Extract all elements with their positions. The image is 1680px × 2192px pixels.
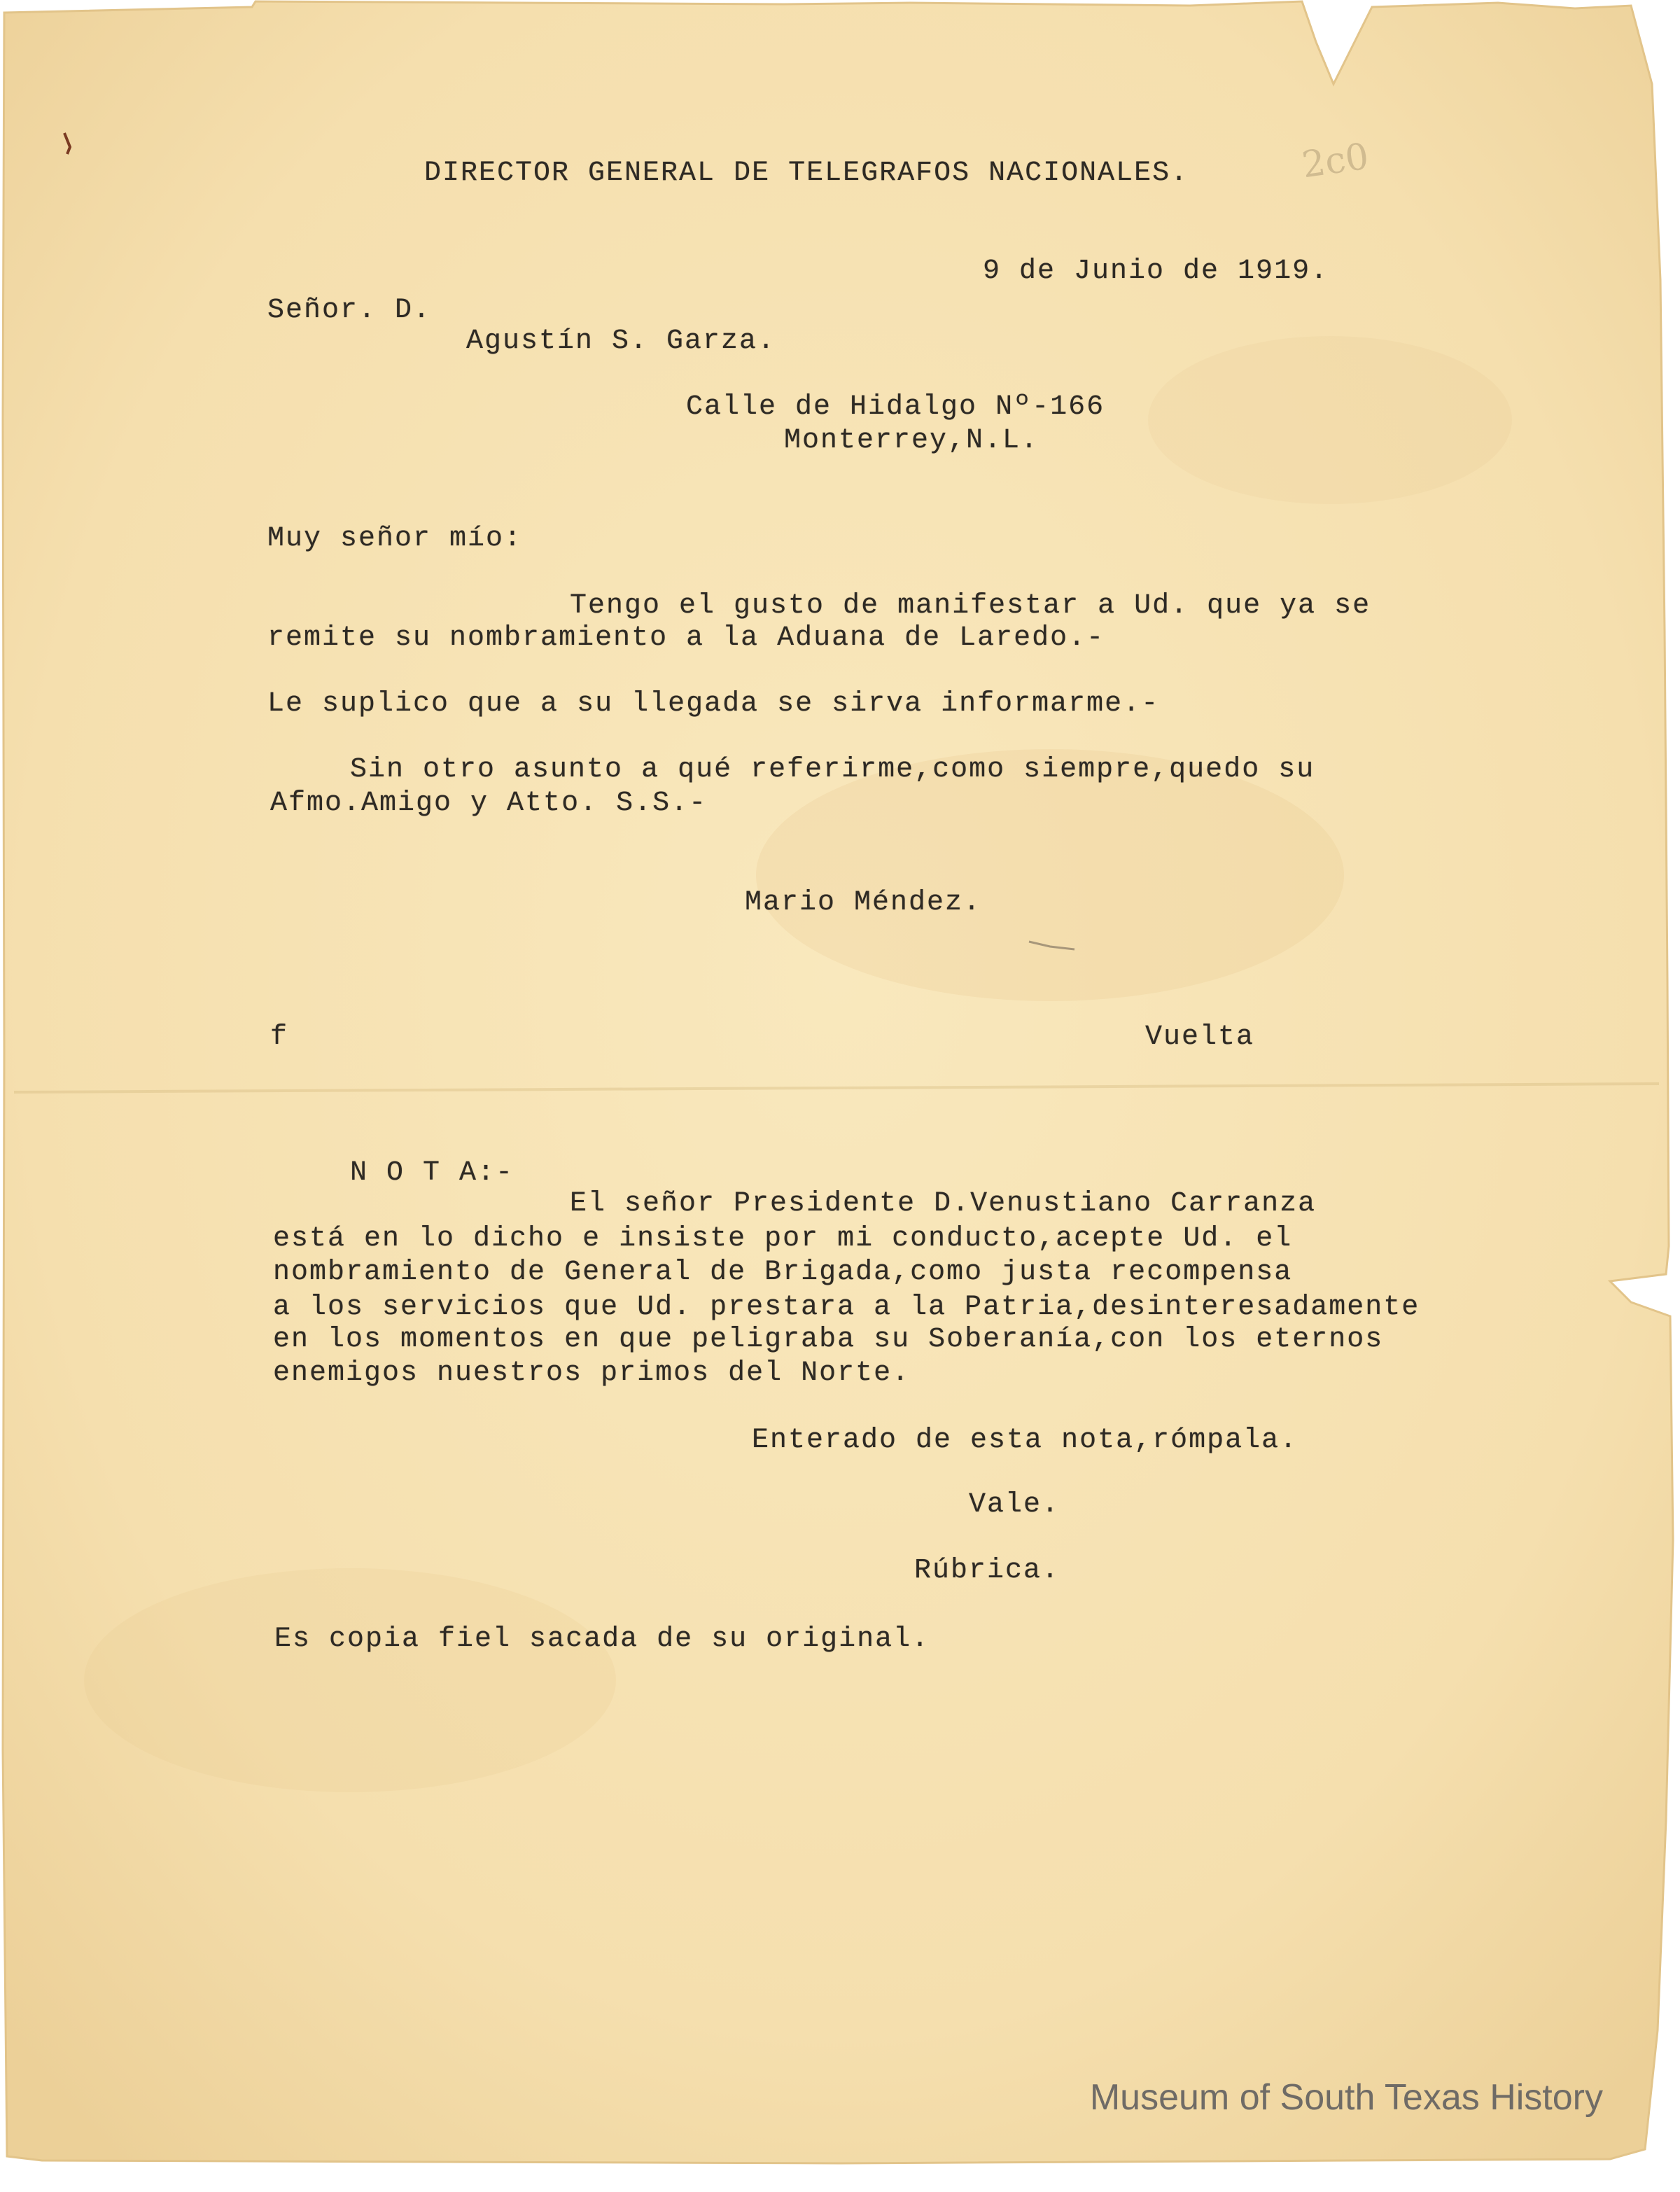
paragraph-1-line-2: remite su nombramiento a la Aduana de Laredo.-	[267, 622, 1105, 654]
note-closing-2: Vale.	[969, 1489, 1060, 1521]
certification-line: Es copia fiel sacada de su original.	[274, 1624, 930, 1655]
pencil-scribble: 2c0	[1299, 135, 1372, 187]
paragraph-3-line-1: Sin otro asunto a qué referirme,como siempre,quedo su	[350, 754, 1315, 786]
note-closing-1: Enterado de esta nota,rómpala.	[752, 1425, 1298, 1456]
letter-date: 9 de Junio de 1919.	[983, 256, 1329, 287]
signature-name: Mario Méndez.	[745, 887, 982, 919]
paragraph-2-line-1: Le suplico que a su llegada se sirva informarme.-	[267, 688, 1160, 720]
paragraph-3-line-2: Afmo.Amigo y Atto. S.S.-	[270, 788, 708, 819]
note-line-4: a los servicios que Ud. prestara a la Patria,desinteresadamente	[273, 1292, 1420, 1323]
note-line-6: enemigos nuestros primos del Norte.	[273, 1357, 911, 1389]
paragraph-1-line-1: Tengo el gusto de manifestar a Ud. que ya se	[570, 590, 1371, 622]
address-line-1: Calle de Hidalgo Nº-166	[686, 391, 1105, 423]
note-line-5: en los momentos en que peligraba su Soberanía,con los eternos	[273, 1324, 1384, 1355]
recipient-name: Agustín S. Garza.	[466, 326, 776, 357]
note-closing-3: Rúbrica.	[914, 1555, 1060, 1586]
note-line-1: El señor Presidente D.Venustiano Carranza	[570, 1188, 1317, 1220]
greeting: Muy señor mío:	[267, 523, 523, 554]
museum-watermark: Museum of South Texas History	[1089, 2077, 1603, 2118]
note-heading: N O T A:-	[350, 1157, 514, 1189]
initial-mark: f	[270, 1021, 289, 1053]
address-line-2: Monterrey,N.L.	[784, 425, 1040, 456]
letterhead-title: DIRECTOR GENERAL DE TELEGRAFOS NACIONALES.	[424, 158, 1189, 189]
turn-over-label: Vuelta	[1145, 1021, 1255, 1053]
note-line-2: está en lo dicho e insiste por mi conducto,acepte Ud. el	[273, 1223, 1293, 1255]
salutation-title: Señor. D.	[267, 295, 432, 326]
note-line-3: nombramiento de General de Brigada,como justa recompensa	[273, 1257, 1293, 1288]
